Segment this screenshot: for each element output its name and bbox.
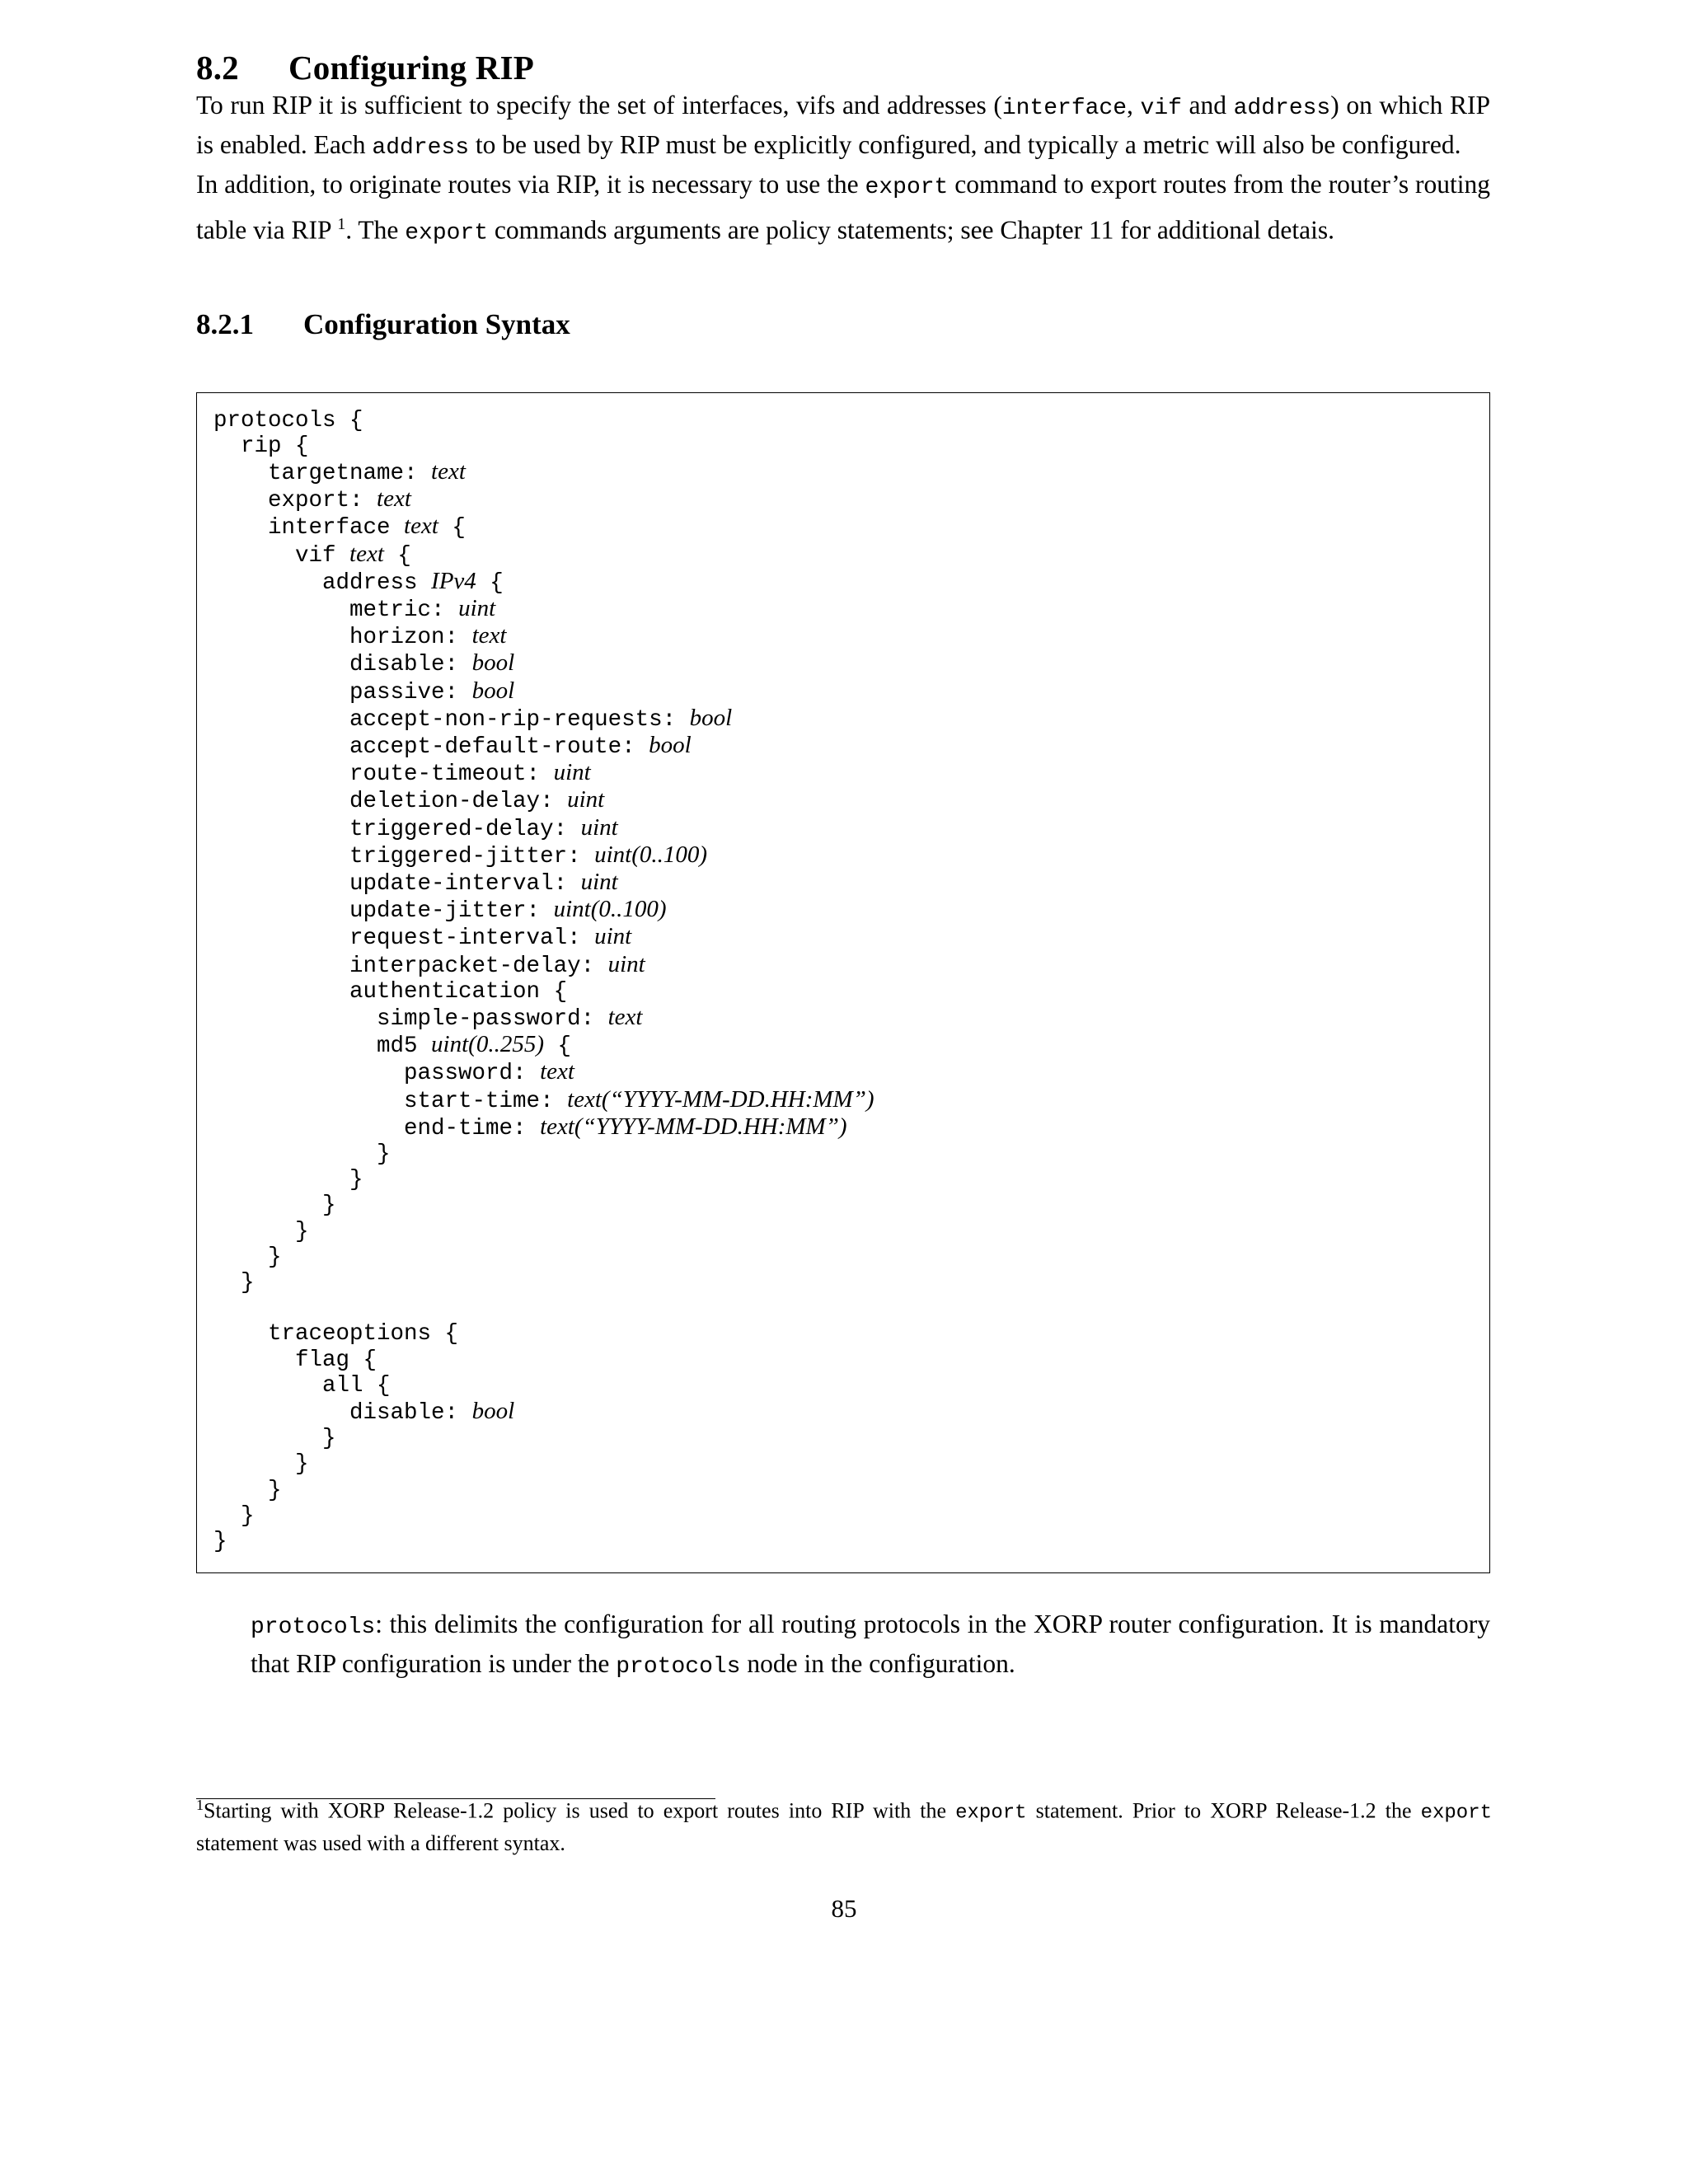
footnote-part-a: Starting with XORP Release-1.2 policy is used to export routes into RIP with the — [204, 1798, 956, 1823]
footnote-part-c: statement was used with a different syntax. — [196, 1830, 565, 1855]
subsection-wrapper — [196, 308, 1490, 341]
footnote-marker: 1 — [337, 215, 346, 233]
intro-paragraph-2 — [196, 166, 1490, 252]
paragraph-text: ) on which RIP is enabled. Each — [196, 91, 1490, 159]
inline-code-address: address — [1233, 96, 1331, 121]
inline-code-export-2: export — [405, 220, 489, 246]
description-body: : this delimits the configuration for all routing protocols in the XORP router configuration. It is mandatory that RIP configuration is under the — [251, 1610, 1490, 1679]
page-content — [196, 48, 1490, 1685]
term-protocols: protocols — [251, 1615, 376, 1641]
paragraph-text: to be used by RIP must be explicitly configured, and typically a metric will also be configured. — [469, 130, 1461, 159]
subsection-title-text: Configuration Syntax — [303, 307, 570, 340]
section-heading — [196, 48, 1490, 87]
paragraph-text: command to export routes from the router’s routing table via RIP — [196, 170, 1490, 245]
footnote-text — [196, 1790, 1492, 1858]
section-title-text: Configuring RIP — [288, 49, 535, 87]
inline-code-export: export — [865, 175, 949, 200]
description-text — [251, 1606, 1490, 1685]
section-number: 8.2 — [196, 49, 239, 87]
inline-code-interface: interface — [1001, 96, 1128, 121]
term-protocols-2: protocols — [616, 1654, 741, 1680]
paragraph-text: . The — [345, 215, 406, 245]
paragraph-text: commands arguments are policy statements; see Chapter 11 for additional detais. — [488, 215, 1335, 245]
paragraph-text: To run RIP it is sufficient to specify the set of interfaces, vifs and addresses ( — [196, 91, 1002, 120]
footnote-code-export-2: export — [1420, 1802, 1492, 1825]
configuration-syntax-box — [196, 392, 1490, 1574]
subsection-heading — [196, 308, 1490, 341]
paragraph-text: , — [1127, 91, 1141, 120]
inline-code-vif: vif — [1140, 96, 1182, 121]
footnote-part-b: statement. Prior to XORP Release-1.2 the — [1026, 1798, 1421, 1823]
paragraph-text: and — [1181, 91, 1234, 120]
inline-code-address-2: address — [372, 135, 470, 161]
page-number: 85 — [831, 1894, 857, 1923]
protocols-description — [251, 1606, 1490, 1685]
intro-paragraph-1 — [196, 87, 1490, 166]
subsection-number: 8.2.1 — [196, 307, 254, 340]
configuration-listing: protocols { rip { targetname: text export: text interface text { vif text { address IPv4 { metric: uint horizon: text disable: bool passive: bool accept-non-rip-requests: bool accept-default-route: bool route-timeout: uint deletion-delay: uint triggered-delay: uint triggered-jitter: uint(0..100) update-interval: uint update-jitter: uint(0..100) request-interval: uint interpacket-delay: uint authentication { simple-password: text md5 uint(0..255) { password: text start-time: text(“YYYY-MM-DD.HH:MM”) end-time: text(“YYYY-MM-DD.HH:MM”) } } } } } } traceoptions { flag { all { disable: bool } } } } } — [213, 407, 874, 1555]
paragraph-text: In addition, to originate routes via RIP, it is necessary to use the — [196, 170, 865, 199]
footnote-code-export: export — [955, 1802, 1027, 1825]
description-body-2: node in the configuration. — [740, 1649, 1015, 1679]
footnote-number: 1 — [196, 1797, 204, 1813]
